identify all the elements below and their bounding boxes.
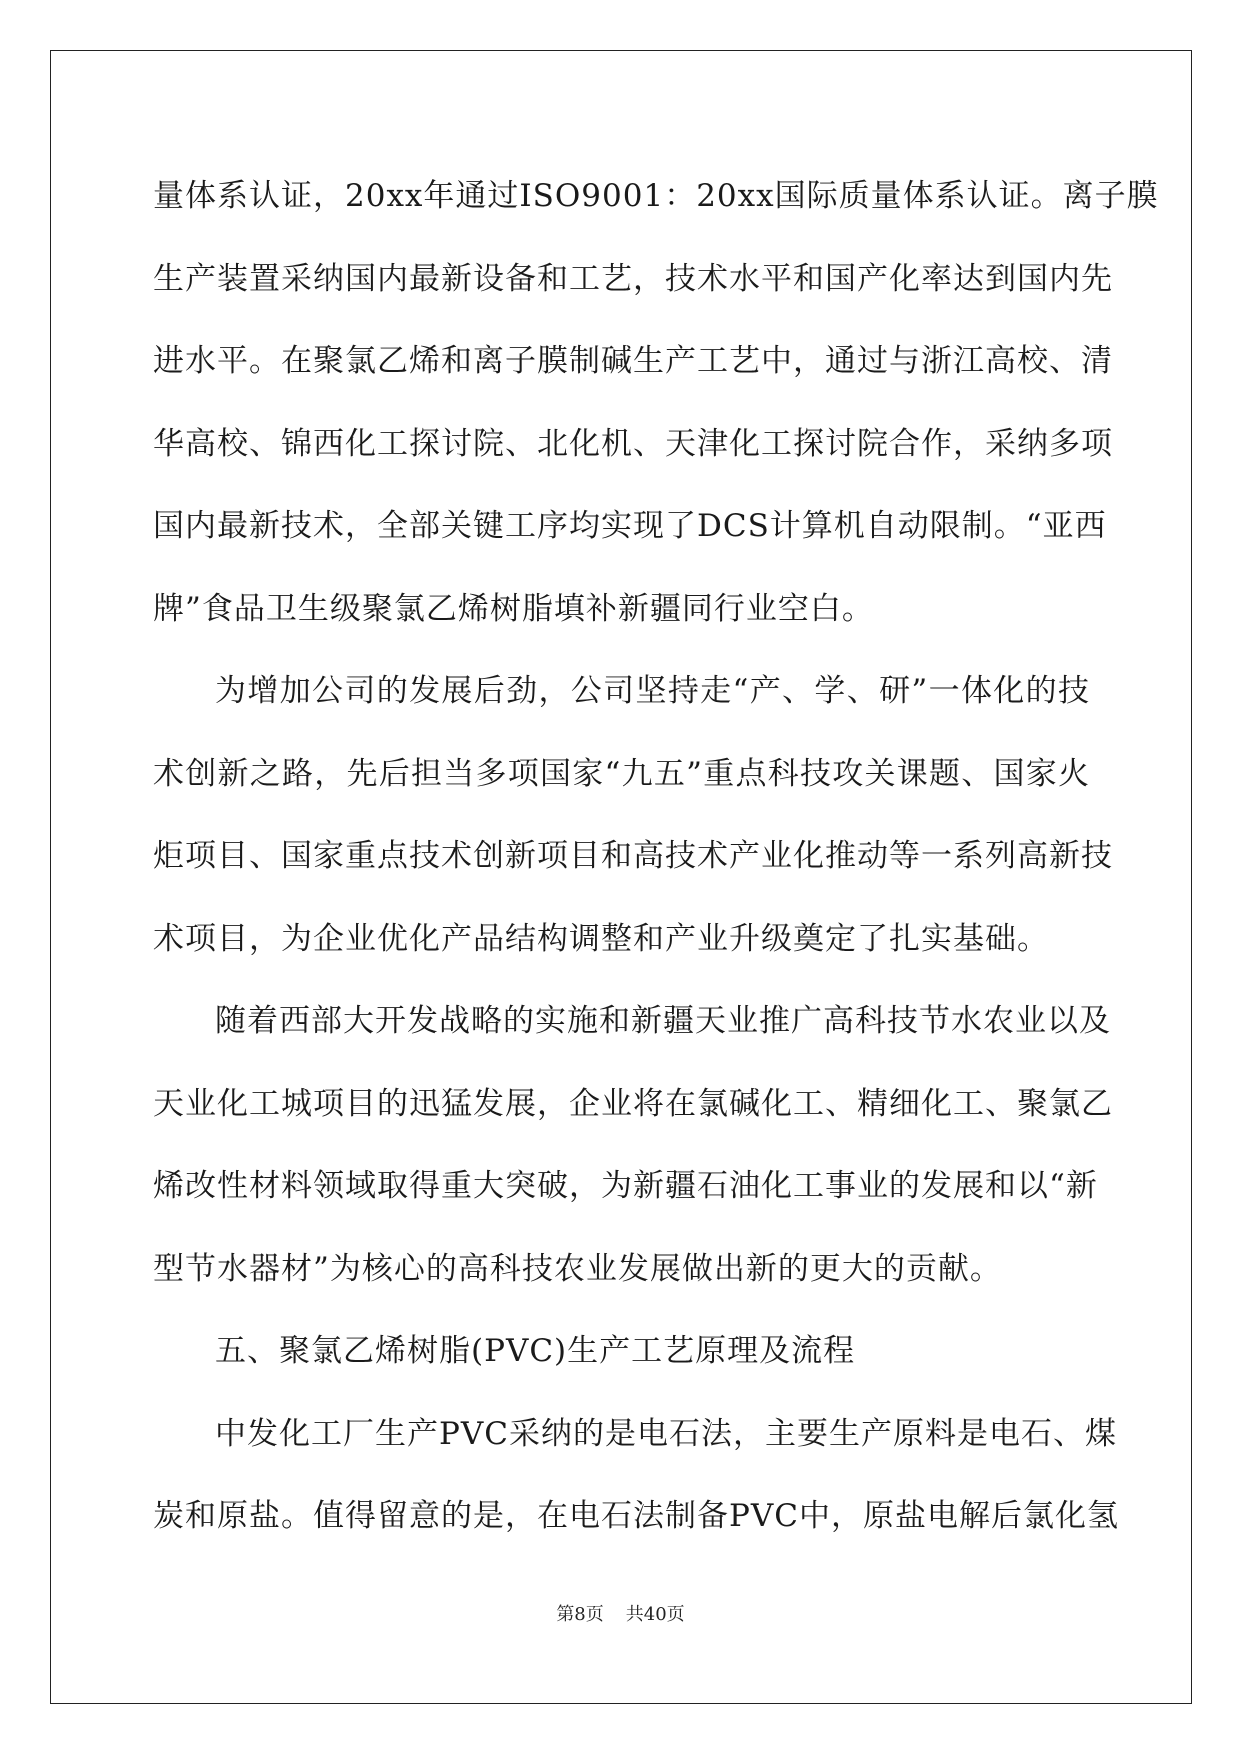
text-line: 牌”食品卫生级聚氯乙烯树脂填补新疆同行业空白。 <box>153 590 874 627</box>
document-body <box>153 155 1159 1558</box>
paragraph-start-line: 随着西部大开发战略的实施和新疆天业推广高科技节水农业以及 <box>215 1003 1111 1039</box>
section-heading: 五、聚氯乙烯树脂(PVC)生产工艺原理及流程 <box>215 1333 856 1369</box>
text-line: 国内最新技术，全部关键工序均实现了DCS计算机自动限制。“亚西 <box>153 508 1107 544</box>
text-line: 炬项目、国家重点技术创新项目和高技术产业化推动等一系列高新技 <box>153 838 1113 874</box>
text-line: 量体系认证，20xx年通过ISO9001：20xx国际质量体系认证。离子膜 <box>153 178 1159 214</box>
text-line: 型节水器材”为核心的高科技农业发展做出新的更大的贡献。 <box>153 1250 1002 1287</box>
paragraph-start-line: 中发化工厂生产PVC采纳的是电石法，主要生产原料是电石、煤 <box>215 1415 1117 1452</box>
text-line: 术项目，为企业优化产品结构调整和产业升级奠定了扎实基础。 <box>153 920 1049 957</box>
text-line: 术创新之路，先后担当多项国家“九五”重点科技攻关课题、国家火 <box>153 755 1090 792</box>
text-line: 华高校、锦西化工探讨院、北化机、天津化工探讨院合作，采纳多项 <box>153 425 1113 462</box>
total-pages: 共40页 <box>625 1604 685 1625</box>
text-line: 进水平。在聚氯乙烯和离子膜制碱生产工艺中，通过与浙江高校、清 <box>153 343 1113 379</box>
text-line: 天业化工城项目的迅猛发展，企业将在氯碱化工、精细化工、聚氯乙 <box>153 1085 1113 1122</box>
text-line: 生产装置采纳国内最新设备和工艺，技术水平和国产化率达到国内先 <box>153 260 1113 297</box>
text-line: 烯改性材料领域取得重大突破，为新疆石油化工事业的发展和以“新 <box>153 1168 1098 1204</box>
page-number: 第8页 <box>556 1604 604 1625</box>
page-footer <box>0 1600 1241 1626</box>
text-line: 炭和原盐。值得留意的是，在电石法制备PVC中，原盐电解后氯化氢 <box>153 1498 1119 1534</box>
paragraph-start-line: 为增加公司的发展后劲，公司坚持走“产、学、研”一体化的技 <box>215 673 1090 709</box>
